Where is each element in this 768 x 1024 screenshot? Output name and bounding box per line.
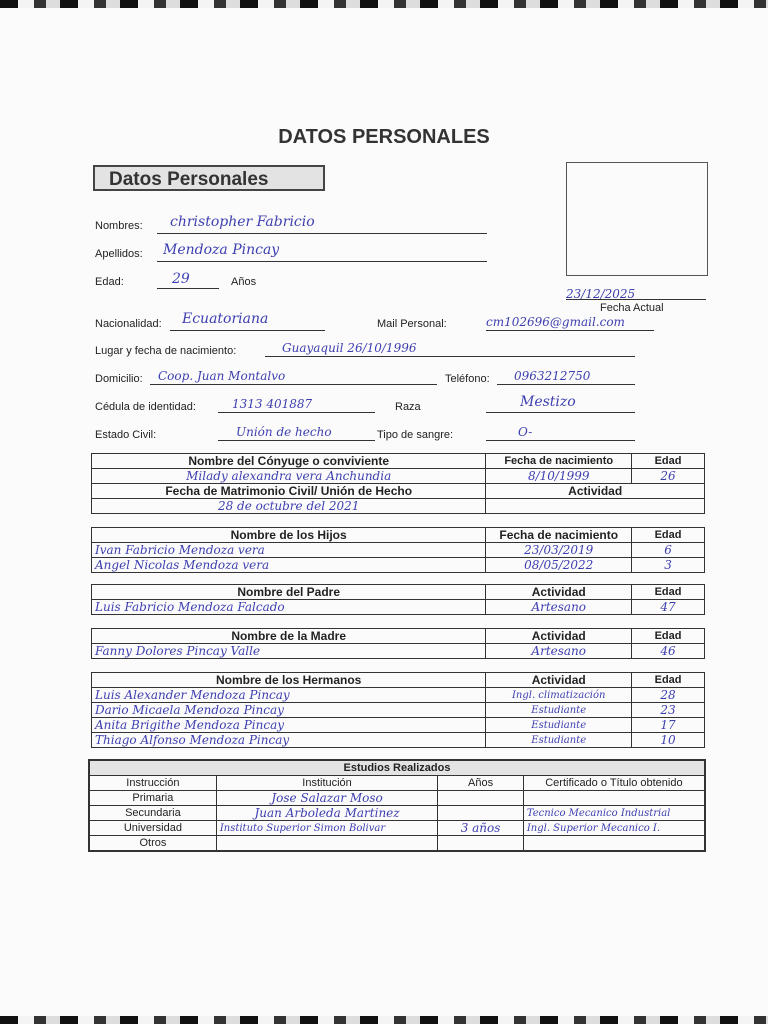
estudio-institucion: Juan Arboleda Martinez	[216, 806, 437, 821]
edad-label: Edad:	[95, 276, 124, 288]
table-row	[89, 806, 705, 821]
telefono-label: Teléfono:	[445, 373, 490, 385]
conyuge-actividad	[486, 499, 705, 514]
hermano-actividad: Estudiante	[486, 703, 632, 718]
hermanos-header-nombre: Nombre de los Hermanos	[92, 673, 486, 688]
estudio-titulo: Ingl. Superior Mecanico I.	[523, 821, 705, 836]
tipo-sangre-value: O-	[518, 425, 533, 439]
domicilio-line	[150, 384, 437, 385]
table-row	[92, 688, 705, 703]
conyuge-table	[91, 453, 705, 514]
estudio-institucion: Jose Salazar Moso	[216, 791, 437, 806]
section-title: Datos Personales	[93, 165, 325, 191]
conyuge-edad: 26	[632, 469, 705, 484]
nombres-label: Nombres:	[95, 220, 143, 232]
hermano-actividad: Estudiante	[486, 718, 632, 733]
conyuge-matrimonio: 28 de octubre del 2021	[92, 499, 486, 514]
padre-table	[91, 584, 705, 615]
table-row	[92, 543, 705, 558]
cedula-value: 1313 401887	[232, 397, 313, 411]
telefono-value: 0963212750	[514, 369, 591, 383]
hermano-nombre: Luis Alexander Mendoza Pincay	[92, 688, 486, 703]
hijo-fecha: 08/05/2022	[486, 558, 632, 573]
telefono-line	[497, 384, 635, 385]
madre-header-edad: Edad	[632, 629, 705, 644]
padre-actividad: Artesano	[486, 600, 632, 615]
hermanos-table	[91, 672, 705, 748]
raza-value: Mestizo	[520, 394, 576, 410]
estudio-titulo	[523, 791, 705, 806]
hijo-fecha: 23/03/2019	[486, 543, 632, 558]
nacionalidad-value: Ecuatoriana	[182, 311, 269, 327]
scan-edge-bottom	[0, 1016, 768, 1024]
table-row	[89, 791, 705, 806]
table-row	[92, 703, 705, 718]
estudio-nivel: Otros	[89, 836, 216, 852]
fecha-actual-line	[566, 299, 706, 300]
hijo-edad: 3	[632, 558, 705, 573]
fecha-actual-label: Fecha Actual	[600, 302, 664, 314]
cedula-label: Cédula de identidad:	[95, 401, 196, 413]
madre-nombre: Fanny Dolores Pincay Valle	[92, 644, 486, 659]
lugar-fecha-label: Lugar y fecha de nacimiento:	[95, 345, 237, 357]
tipo-sangre-line	[486, 440, 635, 441]
anos-label: Años	[231, 276, 257, 288]
apellidos-label: Apellidos:	[95, 248, 143, 260]
hijos-header-nombre: Nombre de los Hijos	[92, 528, 486, 543]
estudios-title: Estudios Realizados	[89, 760, 705, 776]
estudios-header-anos: Años	[438, 776, 524, 791]
hermanos-header-actividad: Actividad	[486, 673, 632, 688]
conyuge-header-actividad: Actividad	[486, 484, 705, 499]
hermano-actividad: Estudiante	[486, 733, 632, 748]
madre-table	[91, 628, 705, 659]
madre-actividad: Artesano	[486, 644, 632, 659]
lugar-fecha-value: Guayaquil 26/10/1996	[282, 341, 417, 355]
estudio-anos	[438, 836, 524, 852]
table-row	[92, 718, 705, 733]
padre-header-actividad: Actividad	[486, 585, 632, 600]
estudios-header-institucion: Institución	[216, 776, 437, 791]
hermano-edad: 17	[632, 718, 705, 733]
estado-civil-label: Estado Civil:	[95, 429, 157, 441]
nacionalidad-line	[170, 330, 325, 331]
scan-edge-top	[0, 0, 768, 8]
hermano-nombre: Anita Brigithe Mendoza Pincay	[92, 718, 486, 733]
estudios-table	[88, 759, 706, 852]
hijos-header-fecha: Fecha de nacimiento	[486, 528, 632, 543]
conyuge-header-nombre: Nombre del Cónyuge o conviviente	[92, 454, 486, 469]
estudio-titulo: Tecnico Mecanico Industrial	[523, 806, 705, 821]
hijo-nombre: Ivan Fabricio Mendoza vera	[92, 543, 486, 558]
mail-value: cm102696@gmail.com	[486, 315, 625, 329]
hermano-edad: 10	[632, 733, 705, 748]
table-row	[92, 733, 705, 748]
hermanos-header-edad: Edad	[632, 673, 705, 688]
apellidos-line	[157, 261, 487, 262]
conyuge-header-edad: Edad	[632, 454, 705, 469]
tipo-sangre-label: Tipo de sangre:	[377, 429, 454, 441]
domicilio-value: Coop. Juan Montalvo	[158, 369, 286, 383]
nombres-line	[157, 233, 487, 234]
madre-header-actividad: Actividad	[486, 629, 632, 644]
mail-label: Mail Personal:	[377, 318, 447, 330]
estudio-anos	[438, 791, 524, 806]
hijo-nombre: Angel Nicolas Mendoza vera	[92, 558, 486, 573]
estudios-header-titulo: Certificado o Título obtenido	[523, 776, 705, 791]
table-row	[92, 558, 705, 573]
conyuge-nombre: Milady alexandra vera Anchundia	[92, 469, 486, 484]
lugar-fecha-line	[265, 356, 635, 357]
madre-header-nombre: Nombre de la Madre	[92, 629, 486, 644]
padre-header-nombre: Nombre del Padre	[92, 585, 486, 600]
page-title: DATOS PERSONALES	[278, 126, 490, 148]
estado-civil-line	[218, 440, 375, 441]
table-row	[89, 836, 705, 852]
hermano-actividad: Ingl. climatización	[486, 688, 632, 703]
raza-label: Raza	[395, 401, 421, 413]
madre-edad: 46	[632, 644, 705, 659]
estudio-nivel: Secundaria	[89, 806, 216, 821]
estudios-header-instruccion: Instrucción	[89, 776, 216, 791]
edad-value: 29	[172, 271, 190, 287]
hijo-edad: 6	[632, 543, 705, 558]
estudio-titulo	[523, 836, 705, 852]
nombres-value: christopher Fabricio	[170, 214, 315, 230]
estudio-nivel: Universidad	[89, 821, 216, 836]
edad-line	[157, 288, 219, 289]
mail-line	[486, 330, 654, 331]
padre-nombre: Luis Fabricio Mendoza Falcado	[92, 600, 486, 615]
domicilio-label: Domicilio:	[95, 373, 143, 385]
estudio-institucion: Instituto Superior Simon Bolivar	[216, 821, 437, 836]
padre-edad: 47	[632, 600, 705, 615]
hermano-nombre: Dario Micaela Mendoza Pincay	[92, 703, 486, 718]
hijos-table	[91, 527, 705, 573]
conyuge-header-matrimonio: Fecha de Matrimonio Civil/ Unión de Hecho	[92, 484, 486, 499]
hermano-nombre: Thiago Alfonso Mendoza Pincay	[92, 733, 486, 748]
conyuge-header-fecha: Fecha de nacimiento	[486, 454, 632, 469]
photo-box	[566, 162, 708, 276]
hijos-header-edad: Edad	[632, 528, 705, 543]
fecha-actual-value: 23/12/2025	[566, 287, 636, 301]
cedula-line	[218, 412, 375, 413]
estudio-anos	[438, 806, 524, 821]
nacionalidad-label: Nacionalidad:	[95, 318, 162, 330]
table-row	[89, 821, 705, 836]
estudio-anos: 3 años	[438, 821, 524, 836]
hermano-edad: 28	[632, 688, 705, 703]
apellidos-value: Mendoza Pincay	[163, 242, 280, 258]
raza-line	[486, 412, 635, 413]
estudio-institucion	[216, 836, 437, 852]
conyuge-fecha: 8/10/1999	[486, 469, 632, 484]
padre-header-edad: Edad	[632, 585, 705, 600]
hermano-edad: 23	[632, 703, 705, 718]
estado-civil-value: Unión de hecho	[236, 425, 332, 439]
estudio-nivel: Primaria	[89, 791, 216, 806]
